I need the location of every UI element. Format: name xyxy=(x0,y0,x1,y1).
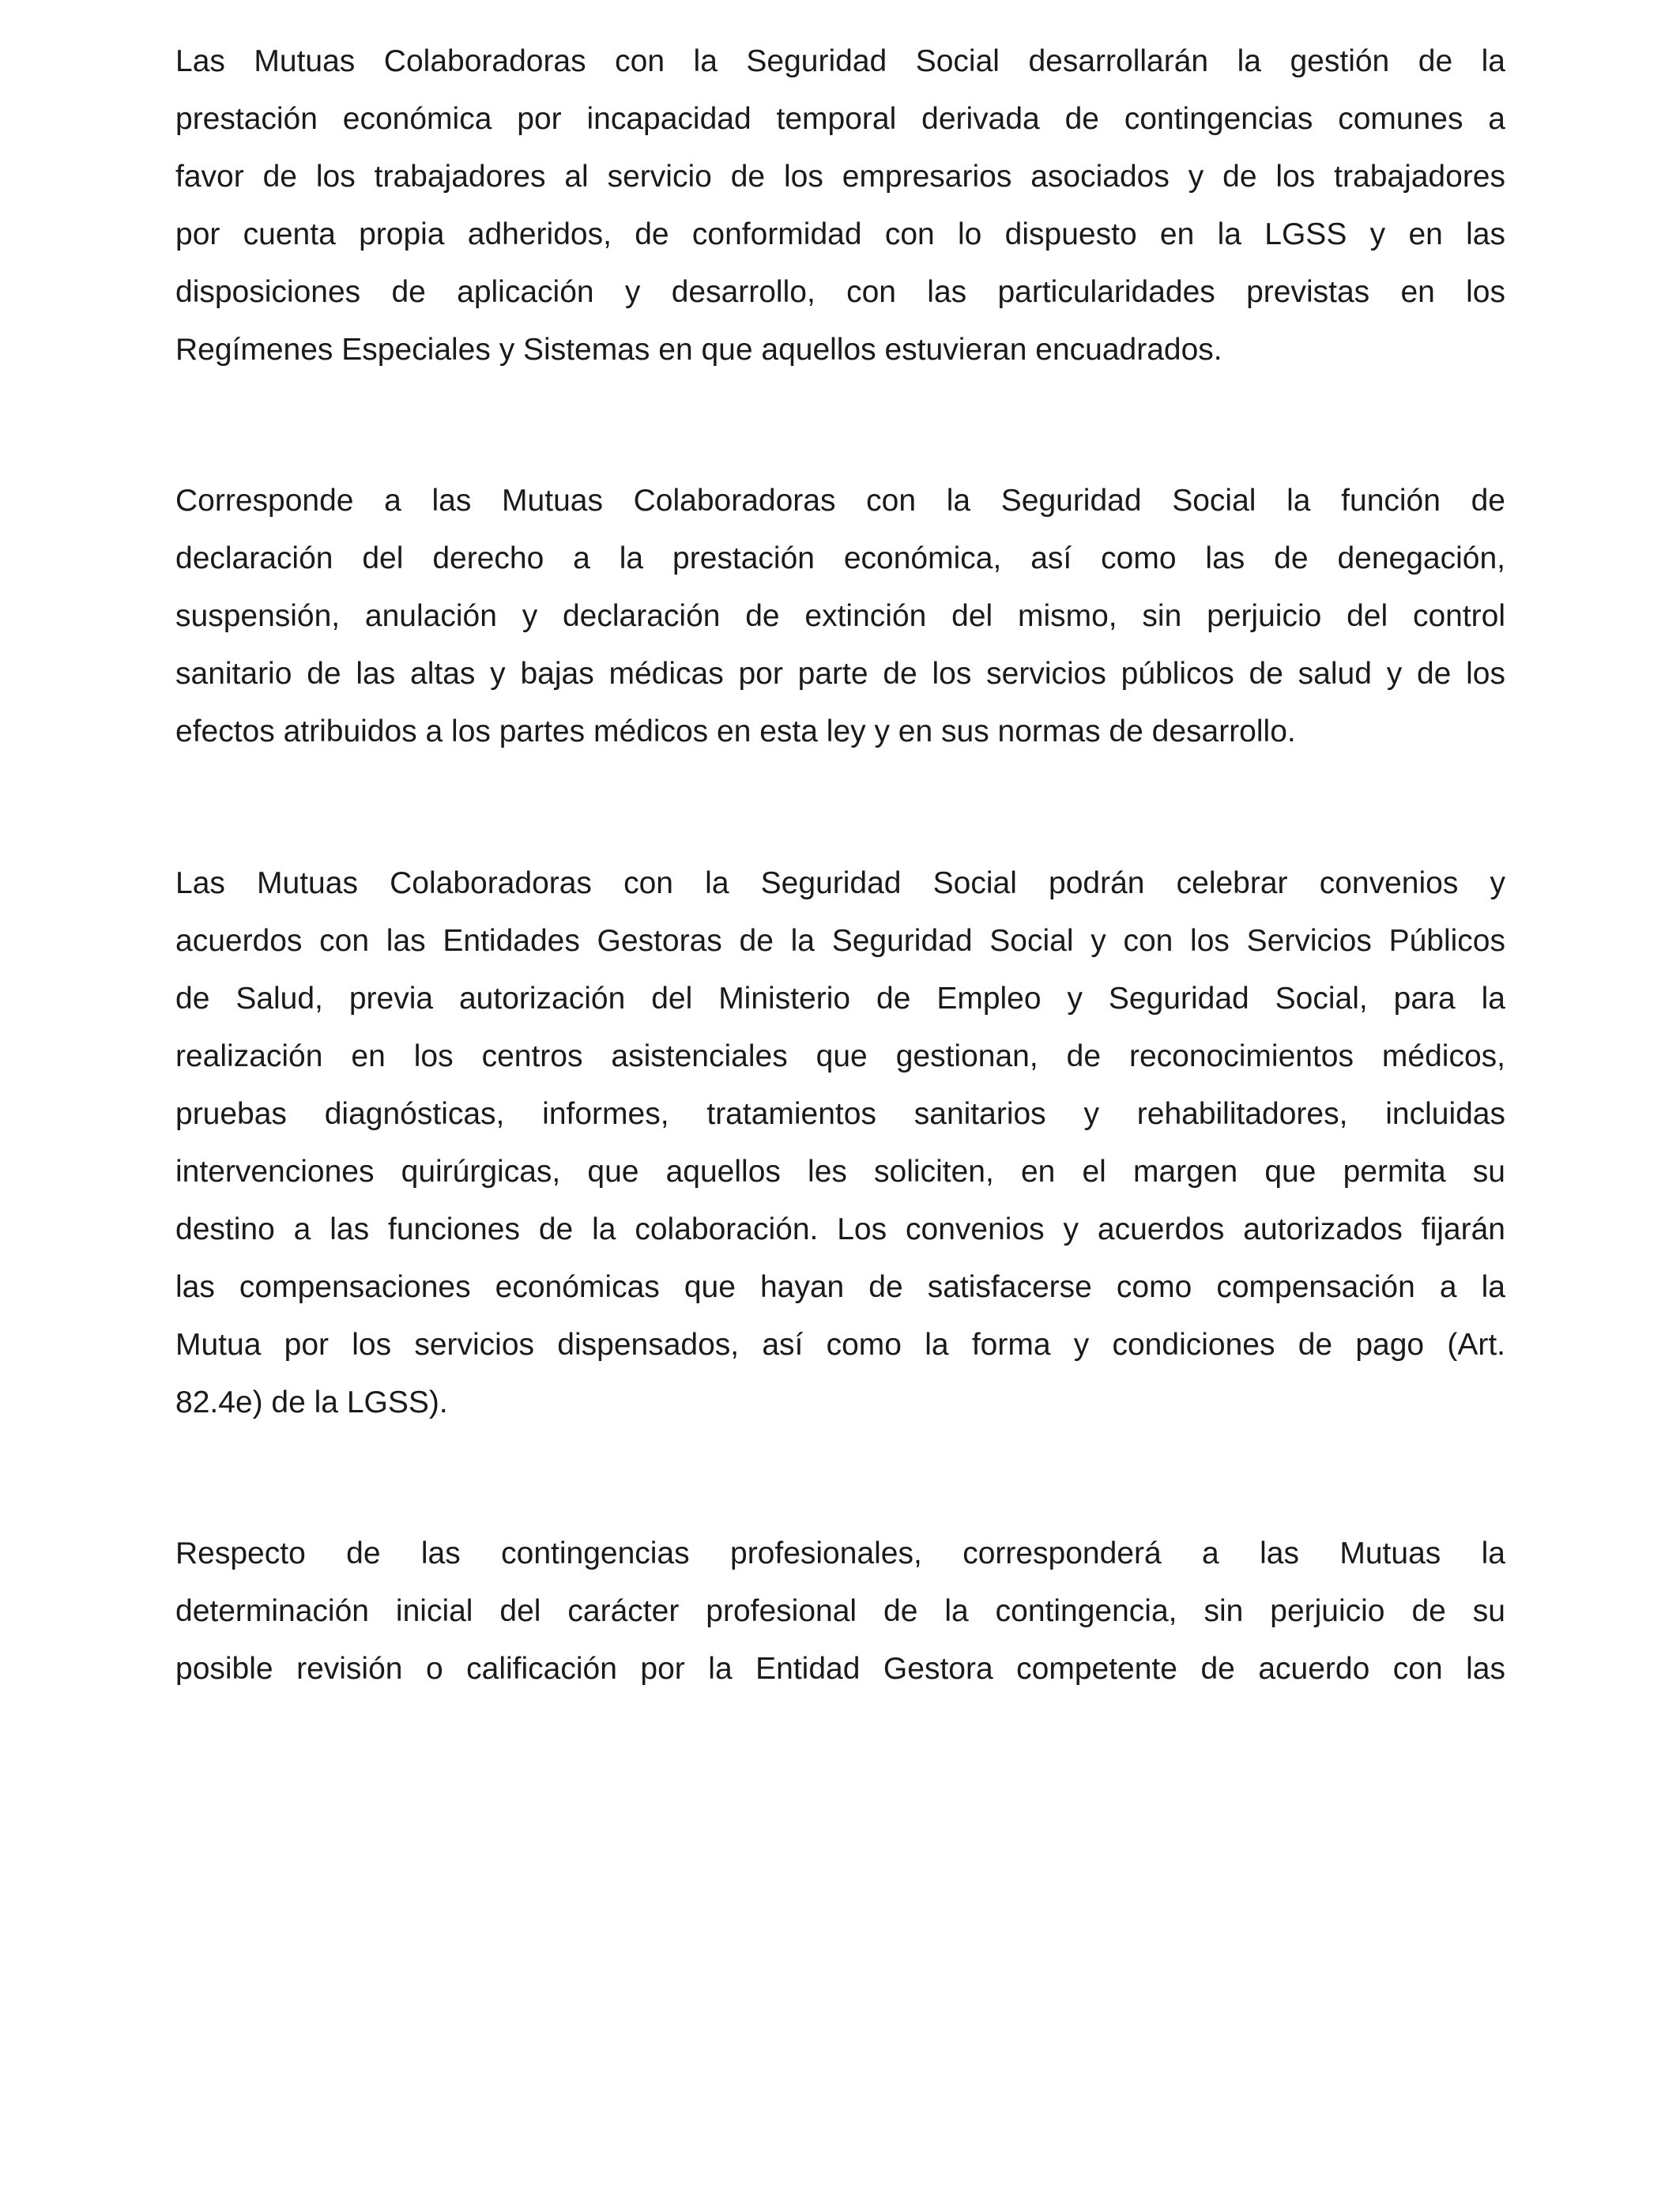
paragraph-line: pruebas diagnósticas, informes, tratamientos sanitarios y rehabilitadores, incluidas xyxy=(175,1097,1505,1131)
paragraph-line: Las Mutuas Colaboradoras con la Seguridad Social podrán celebrar convenios y xyxy=(175,866,1505,900)
paragraph-line: Respecto de las contingencias profesionales, corresponderá a las Mutuas la xyxy=(175,1536,1505,1570)
paragraph-line: efectos atribuidos a los partes médicos en esta ley y en sus normas de desarrollo. xyxy=(175,714,1296,748)
paragraph-line: declaración del derecho a la prestación económica, así como las de denegación, xyxy=(175,541,1505,575)
paragraph-line: las compensaciones económicas que hayan de satisfacerse como compensación a la xyxy=(175,1270,1505,1304)
paragraph-line: suspensión, anulación y declaración de extinción del mismo, sin perjuicio del control xyxy=(175,599,1505,633)
paragraph-line: acuerdos con las Entidades Gestoras de la Seguridad Social y con los Servicios Públicos xyxy=(175,924,1505,958)
paragraph-line: de Salud, previa autorización del Ministerio de Empleo y Seguridad Social, para la xyxy=(175,982,1505,1016)
paragraph-line: posible revisión o calificación por la Entidad Gestora competente de acuerdo con las xyxy=(175,1652,1505,1686)
paragraph-line: prestación económica por incapacidad temporal derivada de contingencias comunes a xyxy=(175,102,1505,136)
paragraph-line: determinación inicial del carácter profesional de la contingencia, sin perjuicio de su xyxy=(175,1594,1505,1628)
paragraph-line: 82.4e) de la LGSS). xyxy=(175,1385,448,1419)
paragraph-line: intervenciones quirúrgicas, que aquellos les soliciten, en el margen que permita su xyxy=(175,1155,1505,1189)
paragraph-line: Las Mutuas Colaboradoras con la Seguridad Social desarrollarán la gestión de la xyxy=(175,44,1505,78)
paragraph-line: Mutua por los servicios dispensados, así como la forma y condiciones de pago (Art. xyxy=(175,1328,1505,1362)
paragraph-line: realización en los centros asistenciales que gestionan, de reconocimientos médicos, xyxy=(175,1039,1505,1073)
paragraph-line: sanitario de las altas y bajas médicas por parte de los servicios públicos de salud y de los xyxy=(175,657,1505,691)
paragraph-line: destino a las funciones de la colaboración. Los convenios y acuerdos autorizados fijarán xyxy=(175,1212,1505,1246)
paragraph-line: favor de los trabajadores al servicio de los empresarios asociados y de los trabajadores xyxy=(175,160,1505,194)
paragraph-line: Corresponde a las Mutuas Colaboradoras con la Seguridad Social la función de xyxy=(175,484,1505,518)
paragraph-line: disposiciones de aplicación y desarrollo, con las particularidades previstas en los xyxy=(175,275,1505,309)
paragraph-line: por cuenta propia adheridos, de conformidad con lo dispuesto en la LGSS y en las xyxy=(175,217,1505,251)
paragraph-line: Regímenes Especiales y Sistemas en que aquellos estuvieran encuadrados. xyxy=(175,333,1222,367)
